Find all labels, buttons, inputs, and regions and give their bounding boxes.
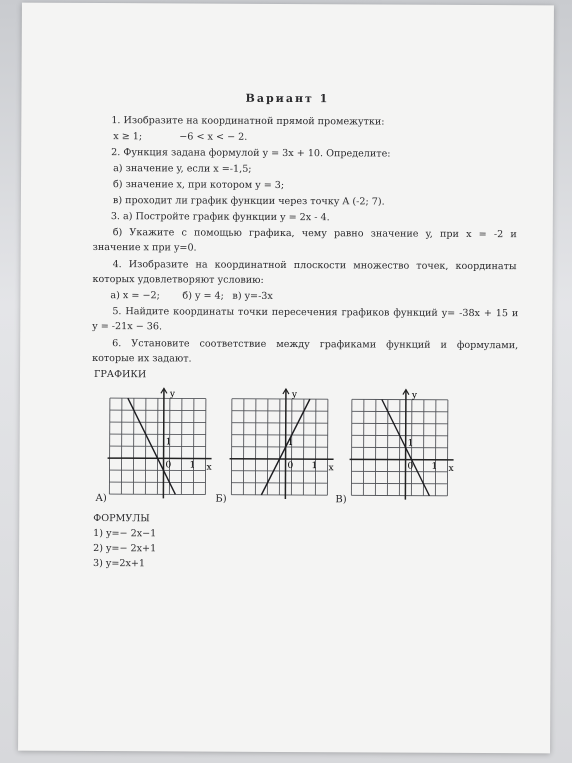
formulas-heading: ФОРМУЛЫ: [93, 512, 150, 525]
graph-a: [103, 386, 214, 507]
task-4-cont: которых удовлетворяют условию:: [92, 273, 264, 286]
graph-a-grid-h: [109, 482, 205, 483]
graph-a-zero-label: 0: [165, 460, 172, 471]
formula-3: 3) y=2x+1: [92, 557, 146, 570]
graph-b-grid-h: [232, 423, 328, 424]
graph-b-grid-h: [231, 495, 327, 496]
graph-a-grid-h: [110, 434, 206, 435]
task-5-cont: y = -21x − 36.: [92, 320, 163, 333]
graph-b-zero-label: 0: [287, 461, 294, 472]
task-2-b: б) значение x, при котором y = 3;: [112, 179, 285, 191]
task-2-c: в) проходит ли график функции через точку A (-2; 7).: [112, 195, 385, 208]
graph-c-grid-h: [351, 495, 447, 496]
task-6-cont: которые их задают.: [92, 352, 192, 365]
graph-a-grid-h: [110, 422, 206, 423]
task-6-line: 6. Установите соответствие между графиками функций и формулами,: [112, 338, 519, 352]
graph-b-plot: [225, 387, 336, 508]
graph-c-zero-label: 0: [407, 461, 414, 472]
graph-b-grid-h: [232, 435, 328, 436]
graph-b-grid-h: [232, 447, 328, 448]
graph-a-y-axis: [163, 388, 164, 498]
graph-b-y-axis: [285, 389, 286, 499]
task-4-line: 4. Изобразите на координатной плоскости множество точек, координаты: [112, 259, 517, 273]
graph-b-grid-h: [232, 399, 328, 400]
graph-b-x-one-label: 1: [311, 461, 318, 472]
graph-a-y-label: y: [169, 389, 176, 400]
task-1-line: 1. Изобразите на координатной прямой промежутки:: [111, 115, 385, 128]
page-title: Вариант 1: [245, 91, 330, 106]
graph-c-grid-h: [352, 423, 448, 424]
graph-b-x-label: x: [328, 463, 334, 474]
graph-c-grid-h: [352, 447, 448, 448]
graph-c-plot: [345, 387, 456, 508]
graph-c-grid-h: [352, 399, 448, 400]
task-2-a: а) значение y, если x =-1,5;: [113, 163, 252, 175]
graph-a-x-axis: [108, 458, 212, 459]
graph-c-grid-h: [352, 411, 448, 412]
graph-a-x-one-label: 1: [189, 460, 196, 471]
graph-c: [345, 387, 456, 508]
graph-b-grid-h: [231, 483, 327, 484]
graph-a-one-label: 1: [165, 437, 172, 448]
graph-b: [225, 387, 336, 508]
task-4-b: б) y = 4;: [182, 290, 224, 302]
graph-a-x-label: x: [206, 462, 212, 473]
graph-a-grid-h: [110, 410, 206, 411]
task-1-interval-b: −6 < x < − 2.: [179, 131, 248, 143]
graph-b-caption: Б): [215, 493, 227, 505]
graph-a-grid-h: [110, 398, 206, 399]
task-1-interval-a: x ≥ 1;: [113, 131, 143, 143]
graphs-heading: ГРАФИКИ: [93, 368, 147, 381]
task-2-line: 2. Функция задана формулой y = 3x + 10. Определите:: [111, 147, 391, 160]
task-4-c: в) y=-3x: [232, 290, 273, 302]
graph-a-grid-h: [110, 446, 206, 447]
task-3-a: 3. а) Постройте график функции y = 2x - 4.: [110, 211, 330, 224]
graph-b-one-label: 1: [287, 438, 294, 449]
graph-c-caption: В): [335, 494, 347, 506]
formula-1: 1) y=− 2x−1: [93, 527, 157, 540]
formula-2: 2) y=− 2x+1: [93, 542, 157, 555]
graph-c-one-label: 1: [407, 438, 414, 449]
task-5-line: 5. Найдите координаты точки пересечения графиков функций y= -38x + 15 и: [112, 306, 519, 320]
graph-c-y-axis: [405, 390, 406, 500]
graph-b-y-label: y: [291, 390, 298, 401]
graph-c-x-label: x: [448, 463, 454, 474]
graph-c-y-label: y: [411, 390, 418, 401]
task-4-a: а) x = −2;: [110, 290, 160, 302]
task-3-b: б) Укажите с помощью графика, чему равно значение y, при x = -2 и: [112, 227, 517, 241]
graph-c-x-axis: [350, 459, 454, 460]
graph-c-x-one-label: 1: [431, 461, 438, 472]
graph-b-x-axis: [230, 459, 334, 460]
worksheet-page: [18, 3, 554, 754]
graph-a-caption: А): [95, 493, 107, 505]
graph-b-grid-h: [232, 411, 328, 412]
graph-a-plot: [103, 386, 214, 507]
graph-c-grid-h: [351, 483, 447, 484]
graph-a-grid-h: [109, 494, 205, 495]
task-3-b-cont: значение x при y=0.: [92, 241, 197, 254]
